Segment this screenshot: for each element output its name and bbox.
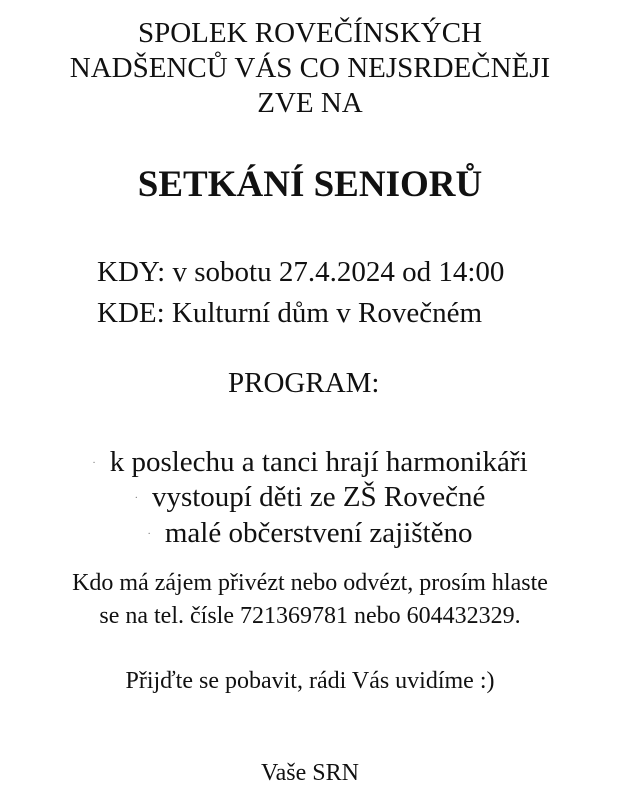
- header-line-3: ZVE NA: [257, 87, 363, 119]
- bullet-icon: ·: [147, 529, 151, 541]
- closing-text: Přijďte se pobavit, rádi Vás uvidíme :): [125, 668, 495, 694]
- program-heading: PROGRAM:: [228, 367, 380, 399]
- program-item-text: vystoupí děti ze ZŠ Rovečné: [151, 481, 486, 513]
- event-where: KDE: Kulturní dům v Rovečném: [97, 297, 483, 329]
- bullet-icon: ·: [134, 493, 138, 505]
- program-item: [0, 445, 620, 481]
- program-item-text: malé občerstvení zajištěno: [164, 517, 473, 549]
- contact-line-1: Kdo má zájem přivézt nebo odvézt, prosím hlaste: [72, 570, 548, 596]
- bullet-icon: ·: [92, 458, 96, 470]
- header-line-1: SPOLEK ROVEČÍNSKÝCH: [137, 17, 482, 49]
- event-title: SETKÁNÍ SENIORŮ: [137, 164, 483, 205]
- contact-line-2: se na tel. čísle 721369781 nebo 604432329.: [99, 603, 521, 629]
- program-item: [0, 516, 620, 552]
- program-item: [0, 480, 620, 516]
- event-when: KDY: v sobotu 27.4.2024 od 14:00: [97, 256, 505, 288]
- header-line-2: NADŠENCŮ VÁS CO NEJSRDEČNĚJI: [69, 52, 551, 84]
- program-item-text: k poslechu a tanci hrají harmonikáři: [109, 446, 528, 478]
- signature: Vaše SRN: [260, 760, 359, 786]
